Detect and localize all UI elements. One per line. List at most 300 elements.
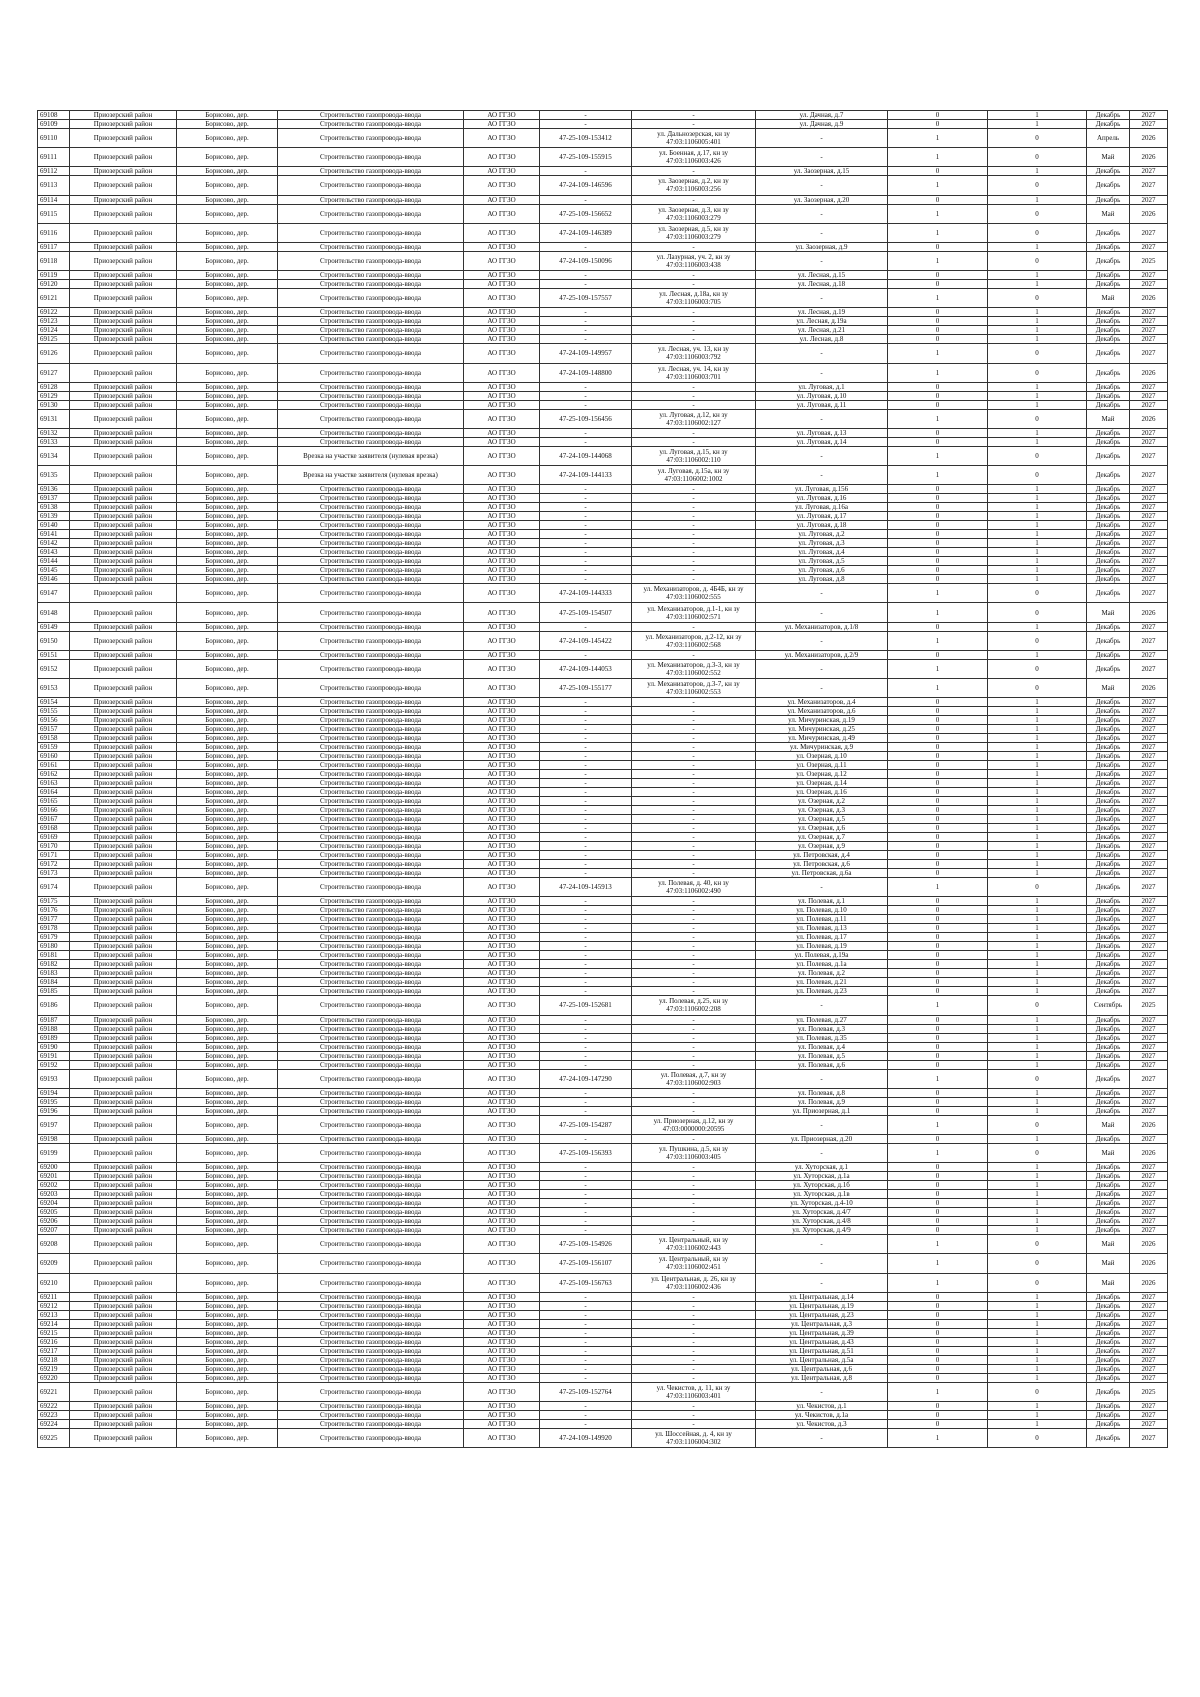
count-b-cell: 1 — [988, 1163, 1087, 1172]
organization-cell: АО ГГЗО — [464, 251, 540, 270]
cadastral-address-cell: - — [632, 1355, 756, 1364]
work-type-cell: Строительство газопровода-ввода — [278, 815, 464, 824]
tech-conditions-cell: - — [540, 503, 632, 512]
work-type-cell: Врезка на участке заявителя (нулевая врезка) — [278, 446, 464, 465]
month-cell: Декабрь — [1087, 788, 1130, 797]
cadastral-address-cell: ул. Полевая, д. 40, кн зу 47:03:1106002:490 — [632, 878, 756, 897]
year-cell: 2027 — [1130, 752, 1168, 761]
organization-cell: АО ГГЗО — [464, 1273, 540, 1292]
row-id: 69159 — [38, 743, 70, 752]
tech-conditions-cell: - — [540, 1310, 632, 1319]
month-cell: Декабрь — [1087, 530, 1130, 539]
address-cell: ул. Луговая, д.18 — [756, 521, 888, 530]
year-cell: 2027 — [1130, 335, 1168, 344]
year-cell: 2027 — [1130, 1355, 1168, 1364]
table-row — [38, 335, 1168, 344]
organization-cell: АО ГГЗО — [464, 851, 540, 860]
cadastral-address-cell: - — [632, 1373, 756, 1382]
cadastral-address-cell: - — [632, 1172, 756, 1181]
count-a-cell: 0 — [888, 1134, 988, 1143]
cadastral-address-cell: - — [632, 1199, 756, 1208]
month-cell: Декабрь — [1087, 557, 1130, 566]
work-type-cell: Строительство газопровода-ввода — [278, 1355, 464, 1364]
organization-cell: АО ГГЗО — [464, 400, 540, 409]
year-cell: 2027 — [1130, 659, 1168, 678]
settlement-cell: Борисово, дер. — [177, 148, 278, 167]
district-cell: Приозерский район — [70, 204, 177, 223]
count-b-cell: 1 — [988, 1199, 1087, 1208]
count-b-cell: 1 — [988, 566, 1087, 575]
settlement-cell: Борисово, дер. — [177, 120, 278, 129]
row-id: 69130 — [38, 400, 70, 409]
count-b-cell: 1 — [988, 335, 1087, 344]
settlement-cell: Борисово, дер. — [177, 280, 278, 289]
count-a-cell: 1 — [888, 466, 988, 485]
settlement-cell: Борисово, дер. — [177, 539, 278, 548]
row-id: 69138 — [38, 503, 70, 512]
count-a-cell: 0 — [888, 978, 988, 987]
month-cell: Декабрь — [1087, 770, 1130, 779]
row-id: 69162 — [38, 770, 70, 779]
address-cell: ул. Полевая, д.17 — [756, 933, 888, 942]
cadastral-address-cell: - — [632, 494, 756, 503]
row-id: 69173 — [38, 869, 70, 878]
count-b-cell: 1 — [988, 1097, 1087, 1106]
count-b-cell: 1 — [988, 326, 1087, 335]
settlement-cell: Борисово, дер. — [177, 1410, 278, 1419]
work-type-cell: Строительство газопровода-ввода — [278, 1051, 464, 1060]
table-row — [38, 521, 1168, 530]
count-b-cell: 1 — [988, 924, 1087, 933]
count-b-cell: 1 — [988, 503, 1087, 512]
year-cell: 2027 — [1130, 1226, 1168, 1235]
row-id: 69136 — [38, 485, 70, 494]
settlement-cell: Борисово, дер. — [177, 650, 278, 659]
row-id: 69178 — [38, 924, 70, 933]
row-id: 69148 — [38, 603, 70, 622]
organization-cell: АО ГГЗО — [464, 1419, 540, 1428]
tech-conditions-cell: - — [540, 1015, 632, 1024]
tech-conditions-cell: - — [540, 485, 632, 494]
count-a-cell: 0 — [888, 761, 988, 770]
year-cell: 2027 — [1130, 176, 1168, 195]
month-cell: Декабрь — [1087, 308, 1130, 317]
organization-cell: АО ГГЗО — [464, 770, 540, 779]
row-id: 69193 — [38, 1069, 70, 1088]
settlement-cell: Борисово, дер. — [177, 1199, 278, 1208]
tech-conditions-cell: - — [540, 1181, 632, 1190]
tech-conditions-cell: - — [540, 806, 632, 815]
table-row — [38, 400, 1168, 409]
work-type-cell: Строительство газопровода-ввода — [278, 978, 464, 987]
organization-cell: АО ГГЗО — [464, 1069, 540, 1088]
cadastral-address-cell: ул. Заозерная, д.2, кн зу 47:03:1106003:256 — [632, 176, 756, 195]
tech-conditions-cell: - — [540, 897, 632, 906]
year-cell: 2027 — [1130, 1208, 1168, 1217]
work-type-cell: Строительство газопровода-ввода — [278, 824, 464, 833]
settlement-cell: Борисово, дер. — [177, 1364, 278, 1373]
table-row — [38, 204, 1168, 223]
table-row — [38, 1015, 1168, 1024]
address-cell: - — [756, 1382, 888, 1401]
work-type-cell: Строительство газопровода-ввода — [278, 924, 464, 933]
month-cell: Декабрь — [1087, 1355, 1130, 1364]
organization-cell: АО ГГЗО — [464, 1301, 540, 1310]
tech-conditions-cell: 47-25-109-155177 — [540, 679, 632, 698]
address-cell: - — [756, 584, 888, 603]
district-cell: Приозерский район — [70, 1254, 177, 1273]
district-cell: Приозерский район — [70, 167, 177, 176]
work-type-cell: Строительство газопровода-ввода — [278, 869, 464, 878]
address-cell: - — [756, 289, 888, 308]
tech-conditions-cell: 47-24-109-145913 — [540, 878, 632, 897]
work-type-cell: Строительство газопровода-ввода — [278, 1401, 464, 1410]
work-type-cell: Строительство газопровода-ввода — [278, 1024, 464, 1033]
year-cell: 2027 — [1130, 833, 1168, 842]
table-row — [38, 1106, 1168, 1115]
organization-cell: АО ГГЗО — [464, 446, 540, 465]
work-type-cell: Строительство газопровода-ввода — [278, 1410, 464, 1419]
table-row — [38, 111, 1168, 120]
cadastral-address-cell: ул. Механизаторов, д. 4Б4Б, кн зу 47:03:1106002:555 — [632, 584, 756, 603]
year-cell: 2027 — [1130, 1419, 1168, 1428]
cadastral-address-cell: ул. Заозерная, д.5, кн зу 47:03:1106003:279 — [632, 223, 756, 242]
address-cell: ул. Луговая, д.11 — [756, 400, 888, 409]
tech-conditions-cell: - — [540, 242, 632, 251]
table-row — [38, 548, 1168, 557]
work-type-cell: Строительство газопровода-ввода — [278, 428, 464, 437]
count-a-cell: 0 — [888, 575, 988, 584]
count-b-cell: 1 — [988, 391, 1087, 400]
work-type-cell: Строительство газопровода-ввода — [278, 761, 464, 770]
month-cell: Декабрь — [1087, 1364, 1130, 1373]
address-cell: - — [756, 659, 888, 678]
address-cell: ул. Луговая, д.4 — [756, 548, 888, 557]
work-type-cell: Строительство газопровода-ввода — [278, 120, 464, 129]
settlement-cell: Борисово, дер. — [177, 1401, 278, 1410]
row-id: 69154 — [38, 698, 70, 707]
month-cell: Декабрь — [1087, 1310, 1130, 1319]
work-type-cell: Строительство газопровода-ввода — [278, 1428, 464, 1447]
row-id: 69168 — [38, 824, 70, 833]
table-row — [38, 987, 1168, 996]
address-cell: ул. Заозерная, д.20 — [756, 195, 888, 204]
tech-conditions-cell: - — [540, 557, 632, 566]
cadastral-address-cell: - — [632, 308, 756, 317]
tech-conditions-cell: - — [540, 987, 632, 996]
row-id: 69108 — [38, 111, 70, 120]
month-cell: Декабрь — [1087, 987, 1130, 996]
count-a-cell: 0 — [888, 824, 988, 833]
row-id: 69198 — [38, 1134, 70, 1143]
cadastral-address-cell: - — [632, 1328, 756, 1337]
year-cell: 2027 — [1130, 707, 1168, 716]
address-cell: - — [756, 466, 888, 485]
cadastral-address-cell: - — [632, 382, 756, 391]
count-a-cell: 0 — [888, 622, 988, 631]
cadastral-address-cell: - — [632, 806, 756, 815]
table-row — [38, 1273, 1168, 1292]
tech-conditions-cell: - — [540, 1024, 632, 1033]
year-cell: 2027 — [1130, 806, 1168, 815]
district-cell: Приозерский район — [70, 335, 177, 344]
organization-cell: АО ГГЗО — [464, 779, 540, 788]
table-row — [38, 743, 1168, 752]
tech-conditions-cell: - — [540, 1163, 632, 1172]
year-cell: 2027 — [1130, 1292, 1168, 1301]
organization-cell: АО ГГЗО — [464, 631, 540, 650]
cadastral-address-cell: ул. Дальнозерская, кн зу 47:03:1106005:401 — [632, 129, 756, 148]
count-a-cell: 1 — [888, 603, 988, 622]
organization-cell: АО ГГЗО — [464, 503, 540, 512]
tech-conditions-cell: 47-24-109-149920 — [540, 1428, 632, 1447]
settlement-cell: Борисово, дер. — [177, 317, 278, 326]
tech-conditions-cell: - — [540, 942, 632, 951]
count-b-cell: 1 — [988, 1419, 1087, 1428]
organization-cell: АО ГГЗО — [464, 575, 540, 584]
district-cell: Приозерский район — [70, 631, 177, 650]
cadastral-address-cell: - — [632, 111, 756, 120]
organization-cell: АО ГГЗО — [464, 707, 540, 716]
table-row — [38, 223, 1168, 242]
year-cell: 2027 — [1130, 1134, 1168, 1143]
settlement-cell: Борисово, дер. — [177, 897, 278, 906]
settlement-cell: Борисово, дер. — [177, 466, 278, 485]
cadastral-address-cell: ул. Луговая, д.12, кн зу 47:03:1106002:127 — [632, 409, 756, 428]
count-a-cell: 0 — [888, 924, 988, 933]
tech-conditions-cell: 47-25-109-156393 — [540, 1143, 632, 1162]
table-row — [38, 1115, 1168, 1134]
table-row — [38, 1190, 1168, 1199]
tech-conditions-cell: - — [540, 978, 632, 987]
row-id: 69204 — [38, 1199, 70, 1208]
table-row — [38, 815, 1168, 824]
work-type-cell: Строительство газопровода-ввода — [278, 1382, 464, 1401]
work-type-cell: Строительство газопровода-ввода — [278, 1235, 464, 1254]
month-cell: Декабрь — [1087, 1024, 1130, 1033]
district-cell: Приозерский район — [70, 271, 177, 280]
organization-cell: АО ГГЗО — [464, 363, 540, 382]
settlement-cell: Борисово, дер. — [177, 521, 278, 530]
count-b-cell: 1 — [988, 942, 1087, 951]
settlement-cell: Борисово, дер. — [177, 924, 278, 933]
district-cell: Приозерский район — [70, 698, 177, 707]
count-a-cell: 1 — [888, 996, 988, 1015]
count-b-cell: 1 — [988, 716, 1087, 725]
address-cell: ул. Чекистов, д.1а — [756, 1410, 888, 1419]
count-a-cell: 1 — [888, 409, 988, 428]
year-cell: 2027 — [1130, 933, 1168, 942]
row-id: 69169 — [38, 833, 70, 842]
district-cell: Приозерский район — [70, 1015, 177, 1024]
address-cell: ул. Полевая, д.21 — [756, 978, 888, 987]
tech-conditions-cell: - — [540, 167, 632, 176]
tech-conditions-cell: - — [540, 530, 632, 539]
address-cell: ул. Луговая, д.5 — [756, 557, 888, 566]
row-id: 69150 — [38, 631, 70, 650]
address-cell: ул. Полевая, д.19а — [756, 951, 888, 960]
count-b-cell: 1 — [988, 788, 1087, 797]
work-type-cell: Строительство газопровода-ввода — [278, 530, 464, 539]
address-cell: - — [756, 1235, 888, 1254]
tech-conditions-cell: - — [540, 1060, 632, 1069]
table-row — [38, 951, 1168, 960]
address-cell: ул. Луговая, д.2 — [756, 530, 888, 539]
settlement-cell: Борисово, дер. — [177, 1172, 278, 1181]
settlement-cell: Борисово, дер. — [177, 1097, 278, 1106]
tech-conditions-cell: - — [540, 743, 632, 752]
organization-cell: АО ГГЗО — [464, 1024, 540, 1033]
count-b-cell: 1 — [988, 1060, 1087, 1069]
work-type-cell: Строительство газопровода-ввода — [278, 969, 464, 978]
count-b-cell: 0 — [988, 129, 1087, 148]
cadastral-address-cell: - — [632, 575, 756, 584]
month-cell: Декабрь — [1087, 869, 1130, 878]
district-cell: Приозерский район — [70, 557, 177, 566]
work-type-cell: Строительство газопровода-ввода — [278, 650, 464, 659]
count-a-cell: 0 — [888, 1217, 988, 1226]
row-id: 69215 — [38, 1328, 70, 1337]
district-cell: Приозерский район — [70, 1134, 177, 1143]
year-cell: 2027 — [1130, 788, 1168, 797]
table-row — [38, 446, 1168, 465]
year-cell: 2027 — [1130, 631, 1168, 650]
district-cell: Приозерский район — [70, 1419, 177, 1428]
year-cell: 2027 — [1130, 512, 1168, 521]
row-id: 69112 — [38, 167, 70, 176]
year-cell: 2027 — [1130, 1319, 1168, 1328]
district-cell: Приозерский район — [70, 1190, 177, 1199]
table-row — [38, 317, 1168, 326]
cadastral-address-cell: - — [632, 437, 756, 446]
district-cell: Приозерский район — [70, 851, 177, 860]
row-id: 69213 — [38, 1310, 70, 1319]
cadastral-address-cell: - — [632, 428, 756, 437]
count-b-cell: 1 — [988, 485, 1087, 494]
tech-conditions-cell: - — [540, 1364, 632, 1373]
table-row — [38, 503, 1168, 512]
year-cell: 2027 — [1130, 1428, 1168, 1447]
cadastral-address-cell: - — [632, 716, 756, 725]
count-a-cell: 0 — [888, 271, 988, 280]
month-cell: Декабрь — [1087, 1088, 1130, 1097]
count-b-cell: 1 — [988, 1042, 1087, 1051]
address-cell: - — [756, 446, 888, 465]
row-id: 69225 — [38, 1428, 70, 1447]
settlement-cell: Борисово, дер. — [177, 878, 278, 897]
organization-cell: АО ГГЗО — [464, 603, 540, 622]
year-cell: 2027 — [1130, 466, 1168, 485]
tech-conditions-cell: - — [540, 1410, 632, 1419]
table-row — [38, 761, 1168, 770]
settlement-cell: Борисово, дер. — [177, 1319, 278, 1328]
cadastral-address-cell: - — [632, 521, 756, 530]
district-cell: Приозерский район — [70, 363, 177, 382]
settlement-cell: Борисово, дер. — [177, 1106, 278, 1115]
count-b-cell: 1 — [988, 1364, 1087, 1373]
year-cell: 2027 — [1130, 969, 1168, 978]
address-cell: ул. Луговая, д.156 — [756, 485, 888, 494]
address-cell: - — [756, 878, 888, 897]
work-type-cell: Строительство газопровода-ввода — [278, 915, 464, 924]
work-type-cell: Строительство газопровода-ввода — [278, 317, 464, 326]
year-cell: 2027 — [1130, 1199, 1168, 1208]
district-cell: Приозерский район — [70, 906, 177, 915]
address-cell: ул. Озерная, д.11 — [756, 761, 888, 770]
organization-cell: АО ГГЗО — [464, 1163, 540, 1172]
settlement-cell: Борисово, дер. — [177, 409, 278, 428]
work-type-cell: Строительство газопровода-ввода — [278, 906, 464, 915]
month-cell: Декабрь — [1087, 1069, 1130, 1088]
month-cell: Декабрь — [1087, 622, 1130, 631]
work-type-cell: Строительство газопровода-ввода — [278, 1088, 464, 1097]
district-cell: Приозерский район — [70, 1181, 177, 1190]
month-cell: Декабрь — [1087, 1051, 1130, 1060]
year-cell: 2026 — [1130, 679, 1168, 698]
district-cell: Приозерский район — [70, 1163, 177, 1172]
address-cell: ул. Озерная, д.16 — [756, 788, 888, 797]
address-cell: - — [756, 148, 888, 167]
cadastral-address-cell: - — [632, 391, 756, 400]
month-cell: Декабрь — [1087, 176, 1130, 195]
tech-conditions-cell: 47-25-109-156763 — [540, 1273, 632, 1292]
cadastral-address-cell: - — [632, 698, 756, 707]
row-id: 69146 — [38, 575, 70, 584]
organization-cell: АО ГГЗО — [464, 987, 540, 996]
work-type-cell: Строительство газопровода-ввода — [278, 960, 464, 969]
settlement-cell: Борисово, дер. — [177, 1235, 278, 1254]
district-cell: Приозерский район — [70, 978, 177, 987]
count-a-cell: 1 — [888, 1115, 988, 1134]
row-id: 69188 — [38, 1024, 70, 1033]
month-cell: Май — [1087, 679, 1130, 698]
year-cell: 2027 — [1130, 1172, 1168, 1181]
year-cell: 2027 — [1130, 242, 1168, 251]
month-cell: Декабрь — [1087, 978, 1130, 987]
month-cell: Декабрь — [1087, 1373, 1130, 1382]
work-type-cell: Строительство газопровода-ввода — [278, 167, 464, 176]
cadastral-address-cell: - — [632, 951, 756, 960]
district-cell: Приозерский район — [70, 1217, 177, 1226]
district-cell: Приозерский район — [70, 1401, 177, 1410]
year-cell: 2027 — [1130, 557, 1168, 566]
table-row — [38, 557, 1168, 566]
year-cell: 2026 — [1130, 363, 1168, 382]
address-cell: - — [756, 409, 888, 428]
organization-cell: АО ГГЗО — [464, 1106, 540, 1115]
district-cell: Приозерский район — [70, 1042, 177, 1051]
count-a-cell: 0 — [888, 743, 988, 752]
row-id: 69121 — [38, 289, 70, 308]
month-cell: Май — [1087, 289, 1130, 308]
month-cell: Декабрь — [1087, 951, 1130, 960]
row-id: 69171 — [38, 851, 70, 860]
count-b-cell: 1 — [988, 1355, 1087, 1364]
tech-conditions-cell: - — [540, 1190, 632, 1199]
organization-cell: АО ГГЗО — [464, 204, 540, 223]
organization-cell: АО ГГЗО — [464, 650, 540, 659]
count-b-cell: 1 — [988, 1024, 1087, 1033]
year-cell: 2027 — [1130, 1373, 1168, 1382]
settlement-cell: Борисово, дер. — [177, 996, 278, 1015]
count-a-cell: 1 — [888, 344, 988, 363]
table-row — [38, 942, 1168, 951]
settlement-cell: Борисово, дер. — [177, 1181, 278, 1190]
work-type-cell: Строительство газопровода-ввода — [278, 1337, 464, 1346]
settlement-cell: Борисово, дер. — [177, 344, 278, 363]
row-id: 69202 — [38, 1181, 70, 1190]
count-b-cell: 1 — [988, 622, 1087, 631]
